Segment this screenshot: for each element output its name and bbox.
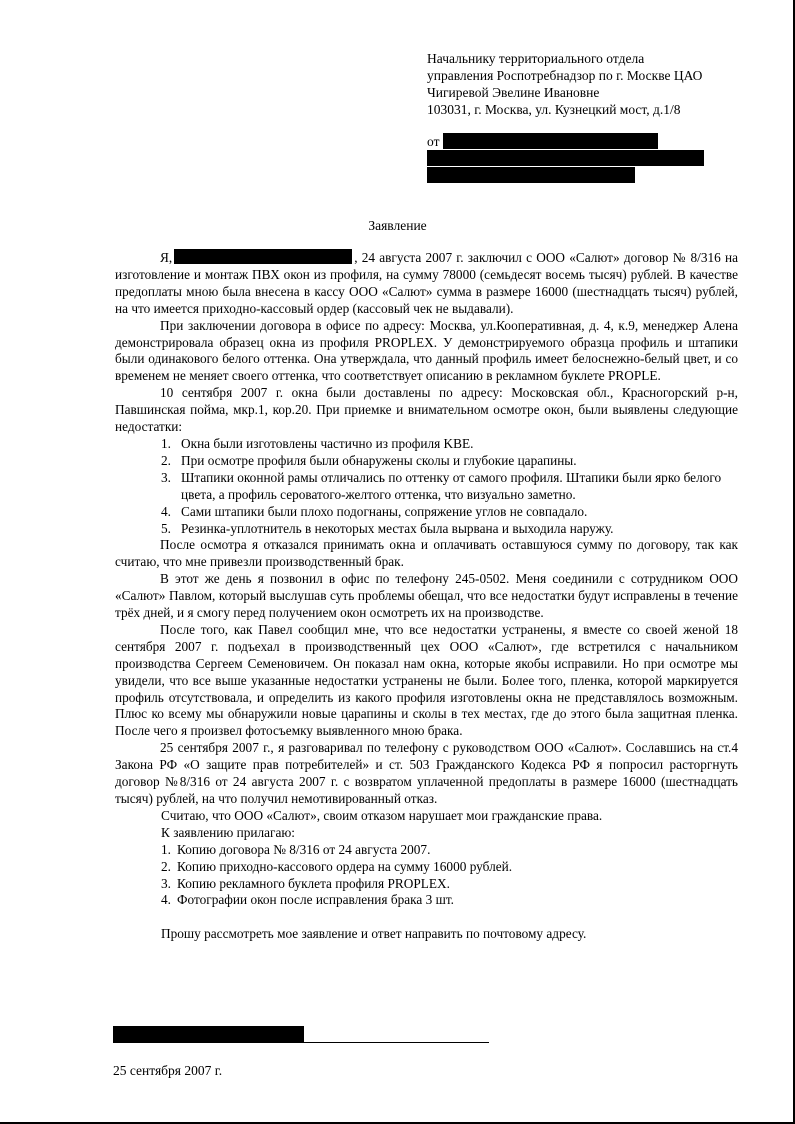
document-body <box>115 249 738 943</box>
list-text: Штапики оконной рамы отличались по оттенку от самого профиля. Штапики были ярко белого цвета, а профиль сероватого-желтого оттенка, что визуально заметно. <box>181 469 722 502</box>
paragraph: К заявлению прилагаю: <box>161 824 295 840</box>
addressee-line: Начальнику территориального отдела <box>427 51 645 66</box>
list-item <box>115 504 738 521</box>
list-item <box>115 436 738 453</box>
paragraph-text: , 24 августа 2007 г. заключил с ООО «Салют» договор № 8/316 на изготовление и монтаж ПВХ окон из профиля, на сумму 78000 (семьдесят восемь тысяч) рублей. В качестве предоплаты мною была внесена в кассу ООО «Салют» сумма в размере 16000 (шестнадцать тысяч) рублей, на что имеется приходно-кассовый ордер (кассовый чек не выдавали). <box>115 250 738 316</box>
redaction-bar <box>174 249 352 264</box>
list-text: Сами штапики были плохо подогнаны, сопряжение углов не совпадало. <box>181 503 588 519</box>
list-text: Копию договора № 8/316 от 24 августа 2007. <box>177 841 431 857</box>
list-item <box>115 892 738 909</box>
defects-list <box>115 436 738 537</box>
paragraph: После того, как Павел сообщил мне, что все недостатки устранены, я вместе со своей женой 18 сентября 2007 г. подъехал в производственный цех ООО «Салют», где встретился с начальником производства Сергеем Семеновичем. Он показал нам окна, которые якобы исправили. Но при осмотре мы увидели, что все выше указанные недостатки устранены не были. Более того, пленка, которой маркируется профиль отсутствовала, и определить из какого профиля изготовлены окна не представлялось возможным. Плюс ко всему мы обнаружили новые царапины и сколы в тех местах, где до этого была защитная пленка. После чего я произвел фотосъемку выявленного мною брака. <box>115 621 738 739</box>
paragraph: 25 сентября 2007 г., я разговаривал по телефону с руководством ООО «Салют». Сославшись на ст.4 Закона РФ «О защите прав потребителей» и ст. 503 Гражданского Кодекса РФ я попросил расторгнуть договор №8/316 от 24 августа 2007 г. с возвратом уплаченной предоплаты в размере 16000 (шестнадцать тысяч) рублей, на что получил немотивированный отказ. <box>115 740 738 806</box>
list-number: 4. <box>161 503 171 519</box>
document-title: Заявление <box>368 218 427 233</box>
list-text: Окна были изготовлены частично из профиля KBE. <box>181 435 474 451</box>
list-item <box>115 470 738 504</box>
redaction-bar <box>427 167 635 183</box>
paragraph: После осмотра я отказался принимать окна и оплачивать оставшуюся сумму по договору, так как считаю, что мне привезли производственный брак. <box>115 537 738 570</box>
list-number: 3. <box>161 875 171 891</box>
list-item <box>115 876 738 893</box>
paragraph: При заключении договора в офисе по адресу: Москва, ул.Кооперативная, д. 4, к.9, менеджер Алена демонстрировала образец окна из профиля PROPLEX. У демонстрируемого образца профиль и штапики были одинакового белого оттенка. Она утверждала, что данный профиль имеет белоснежно-белый цвет, и со временем не меняет своего оттенка, что соответствует описанию в рекламном буклете PROPLE. <box>115 317 738 384</box>
addressee-line: управления Роспотребнадзор по г. Москве ЦАО <box>427 68 703 83</box>
list-number: 3. <box>161 469 171 485</box>
redaction-bar <box>427 150 704 166</box>
document-date: 25 сентября 2007 г. <box>113 1063 223 1078</box>
redaction-bar <box>113 1026 304 1043</box>
paragraph-text: Я, <box>160 250 173 265</box>
from-label: от <box>427 134 440 149</box>
addressee-block <box>427 50 767 118</box>
list-number: 2. <box>161 858 171 874</box>
paragraph: 10 сентября 2007 г. окна были доставлены по адресу: Московская обл., Красногорский р-н, Павшинская пойма, мкр.1, кор.20. При приемке и внимательном осмотре окон, были выявлены следующие недостатки: <box>115 385 738 435</box>
paragraph: Считаю, что ООО «Салют», своим отказом нарушает мои гражданские права. <box>161 807 603 823</box>
list-text: Копию приходно-кассового ордера на сумму 16000 рублей. <box>177 858 513 874</box>
paragraph: В этот же день я позвонил в офис по телефону 245-0502. Меня соединили с сотрудником ООО «Салют» Павлом, который выслушав суть проблемы обещал, что все недостатки будут исправлены в течение трёх дней, и я смогу перед получением окон осмотреть их на производстве. <box>115 571 738 621</box>
addressee-line: Чигиревой Эвелине Ивановне <box>427 85 600 100</box>
list-number: 2. <box>161 452 171 468</box>
attachments-list <box>115 842 738 910</box>
paragraph <box>115 249 738 318</box>
list-item <box>115 842 738 859</box>
list-text: Копию рекламного буклета профиля PROPLEX. <box>177 875 450 891</box>
list-number: 5. <box>161 520 171 536</box>
list-number: 1. <box>161 841 171 857</box>
list-item <box>115 521 738 538</box>
list-number: 1. <box>161 435 171 451</box>
list-text: При осмотре профиля были обнаружены сколы и глубокие царапины. <box>181 452 577 468</box>
redaction-bar <box>443 133 658 149</box>
addressee-line: 103031, г. Москва, ул. Кузнецкий мост, д.1/8 <box>427 102 681 117</box>
list-text: Фотографии окон после исправления брака 3 шт. <box>177 892 454 908</box>
list-text: Резинка-уплотнитель в некоторых местах была вырвана и выходила наружу. <box>181 520 614 536</box>
list-number: 4. <box>161 892 171 908</box>
list-item <box>115 859 738 876</box>
spacer <box>115 909 738 926</box>
closing-request: Прошу рассмотреть мое заявление и ответ направить по почтовому адресу. <box>161 926 587 942</box>
list-item <box>115 453 738 470</box>
